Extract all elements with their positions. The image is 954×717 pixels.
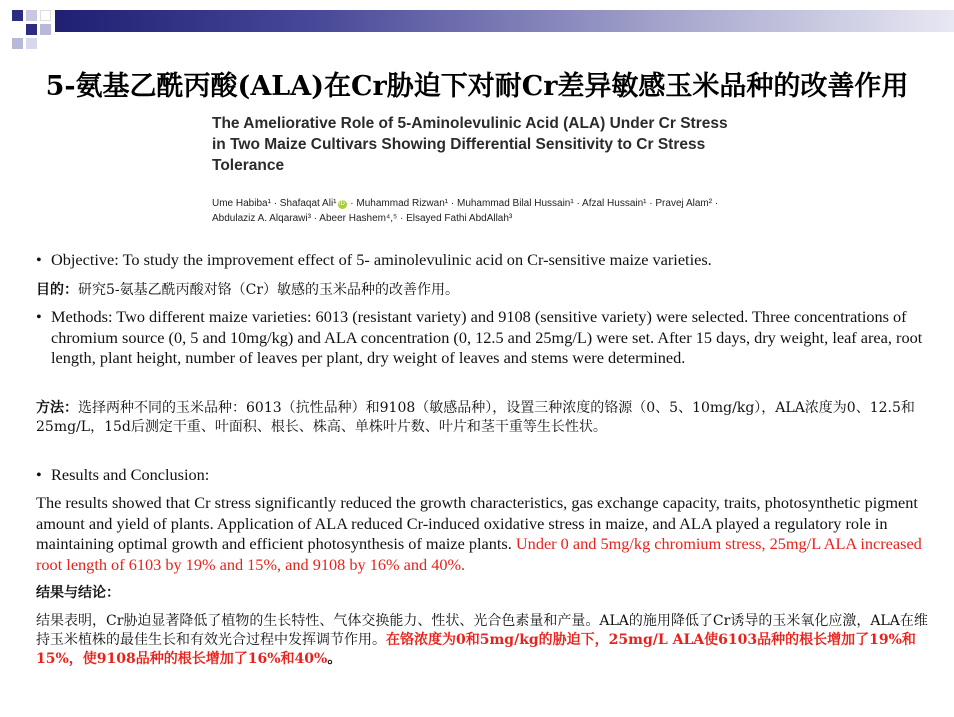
- bullet-item: [36, 465, 936, 486]
- methods-cn-text: 选择两种不同的玉米品种：6013（抗性品种）和9108（敏感品种），设置三种浓度的铬源（0、5、10mg/kg），ALA浓度为0、12.5和25mg/L，15d后测定干重、叶面积、根长、株高、单株叶片数、叶片和茎干重等生长性状。: [36, 400, 915, 435]
- results-cn-highlight: 在铬浓度为0和5mg/kg的胁迫下，25mg/L ALA使6103品种的根长增加了19%和15%，使9108品种的根长增加了16%和40%: [36, 632, 916, 667]
- bullet-item: [36, 250, 936, 271]
- authors-line-2: Abdulaziz A. Alqarawi³ · Abeer Hashem⁴,⁵ · Elsayed Fathi AbdAllah³: [212, 213, 513, 224]
- results-cn-end: 。: [327, 651, 342, 667]
- objective-en: [36, 250, 936, 271]
- decor-square: [12, 38, 23, 49]
- decor-square: [26, 38, 37, 49]
- objective-text: Objective: To study the improvement effect of 5- aminolevulinic acid on Cr-sensitive maize varieties.: [51, 250, 712, 269]
- paper-title-line: Tolerance: [212, 157, 285, 174]
- bullet-glyph: •: [36, 250, 42, 269]
- paper-authors: [212, 196, 832, 226]
- results-en: [36, 493, 936, 575]
- objective-cn-text: 研究5-氨基乙酰丙酸对铬（Cr）敏感的玉米品种的改善作用。: [78, 282, 460, 298]
- methods-cn-label: 方法：: [36, 400, 78, 416]
- decor-square: [26, 24, 37, 35]
- results-cn: [36, 612, 941, 669]
- bullet-glyph: •: [36, 465, 42, 484]
- paper-title-line: The Ameliorative Role of 5-Aminolevulinic Acid (ALA) Under Cr Stress: [212, 115, 728, 132]
- decor-square: [26, 10, 37, 21]
- bullet-item: [36, 307, 936, 369]
- results-heading-text: Results and Conclusion:: [51, 465, 210, 484]
- header-gradient-bar: [55, 10, 954, 32]
- methods-cn: [36, 399, 941, 437]
- decor-square: [12, 10, 23, 21]
- methods-en: [36, 307, 936, 369]
- results-cn-label: 结果与结论：: [36, 585, 120, 601]
- paper-title: [212, 113, 812, 176]
- results-en-text: The results showed that Cr stress significantly reduced the growth characteristics, gas exchange capacity, traits, photosynthetic pigment amount and yield of plants. Application of ALA reduced Cr-induced oxidative stress in maize, and ALA played a regulatory role in maintaining optimal growth and efficient photosynthesis of maize plants.: [36, 493, 918, 553]
- slide-title: 5-氨基乙酰丙酸(ALA)在Cr胁迫下对耐Cr差异敏感玉米品种的改善作用: [45, 71, 909, 102]
- decor-square: [40, 10, 51, 21]
- orcid-icon: iD: [339, 201, 345, 207]
- bullet-glyph: •: [36, 307, 42, 326]
- paper-title-line: in Two Maize Cultivars Showing Differential Sensitivity to Cr Stress: [212, 136, 706, 153]
- authors-line-1: [212, 196, 832, 211]
- objective-cn-label: 目的：: [36, 282, 78, 298]
- results-cn-text: 结果表明，Cr胁迫显著降低了植物的生长特性、气体交换能力、性状、光合色素量和产量。ALA的施用降低了Cr诱导的玉米氧化应激，ALA在维持玉米植株的最佳生长和有效光合过程中发挥调节作用。: [36, 613, 928, 648]
- objective-cn: [36, 281, 941, 300]
- decor-square: [40, 24, 51, 35]
- results-cn-heading: [36, 584, 941, 603]
- results-heading: [36, 465, 936, 486]
- authors-part: · Muhammad Rizwan¹ · Muhammad Bilal Hussain¹ · Afzal Hussain¹ · Pravej Alam² ·: [347, 198, 719, 209]
- authors-part: Ume Habiba¹ · Shafaqat Ali¹: [212, 198, 337, 209]
- results-en-highlight: Under 0 and 5mg/kg chromium stress, 25mg/L ALA increased root length of 6103 by 19% and 15%, and 9108 by 16% and 40%.: [36, 534, 922, 574]
- methods-text: Methods: Two different maize varieties: 6013 (resistant variety) and 9108 (sensitive variety) were selected. Three concentrations of chromium source (0, 5 and 10mg/kg) and ALA concentration (0, 12.5 and 25mg/L) were set. After 15 days, dry weight, leaf area, root length, plant height, number of leaves per plant, dry weight of leaves and stems were determined.: [51, 307, 923, 367]
